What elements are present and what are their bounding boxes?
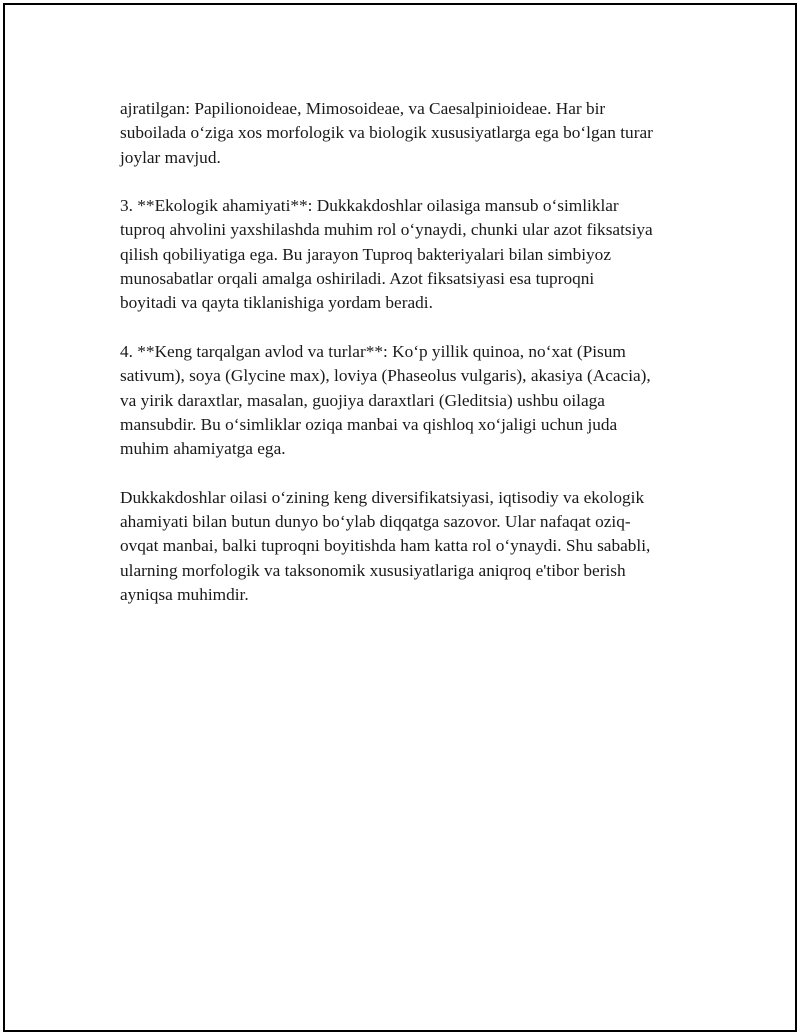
paragraph-conclusion <box>120 486 700 607</box>
text-line: 4. **Keng tarqalgan avlod va turlar**: Ko‘p yillik quinoa, no‘xat (Pisum <box>120 341 626 361</box>
paragraph-ecological-importance <box>120 194 700 315</box>
paragraph-subfamilies <box>120 97 700 170</box>
text-line: Dukkakdoshlar oilasi o‘zining keng diversifikatsiyasi, iqtisodiy va ekologik <box>120 487 645 507</box>
text-line: ularning morfologik va taksonomik xususiyatlariga aniqroq e'tibor berish <box>120 560 626 580</box>
text-line: tuproq ahvolini yaxshilashda muhim rol o‘ynaydi, chunki ular azot fiksatsiya <box>120 220 653 240</box>
text-line: boyitadi va qayta tiklanishiga yordam beradi. <box>120 293 433 313</box>
text-line: muhim ahamiyatga ega. <box>120 439 286 459</box>
text-line: va yirik daraxtlar, masalan, guojiya daraxtlari (Gleditsia) ushbu oilaga <box>120 390 605 410</box>
text-line: qilish qobiliyatiga ega. Bu jarayon Tuproq bakteriyalari bilan simbiyoz <box>120 244 611 264</box>
page-border <box>3 3 797 1032</box>
text-line: mansubdir. Bu o‘simliklar oziqa manbai va qishloq xo‘jaligi uchun juda <box>120 414 618 434</box>
text-line: munosabatlar orqali amalga oshiriladi. Azot fiksatsiyasi esa tuproqni <box>120 269 595 289</box>
text-line: 3. **Ekologik ahamiyati**: Dukkakdoshlar oilasiga mansub o‘simliklar <box>120 196 619 216</box>
text-line: joylar mavjud. <box>120 147 221 167</box>
text-line: sativum), soya (Glycine max), loviya (Phaseolus vulgaris), akasiya (Acacia), <box>120 366 651 386</box>
text-line: ahamiyati bilan butun dunyo bo‘ylab diqqatga sazovor. Ular nafaqat oziq- <box>120 512 631 532</box>
text-line: ovqat manbai, balki tuproqni boyitishda ham katta rol o‘ynaydi. Shu sababli, <box>120 536 651 556</box>
paragraph-genera-and-species <box>120 340 700 461</box>
document-body <box>120 97 700 632</box>
text-line: ayniqsa muhimdir. <box>120 584 249 604</box>
text-line: ajratilgan: Papilionoideae, Mimosoideae, va Caesalpinioideae. Har bir <box>120 99 606 118</box>
text-line: suboilada o‘ziga xos morfologik va biologik xususiyatlarga ega bo‘lgan turar <box>120 123 653 143</box>
